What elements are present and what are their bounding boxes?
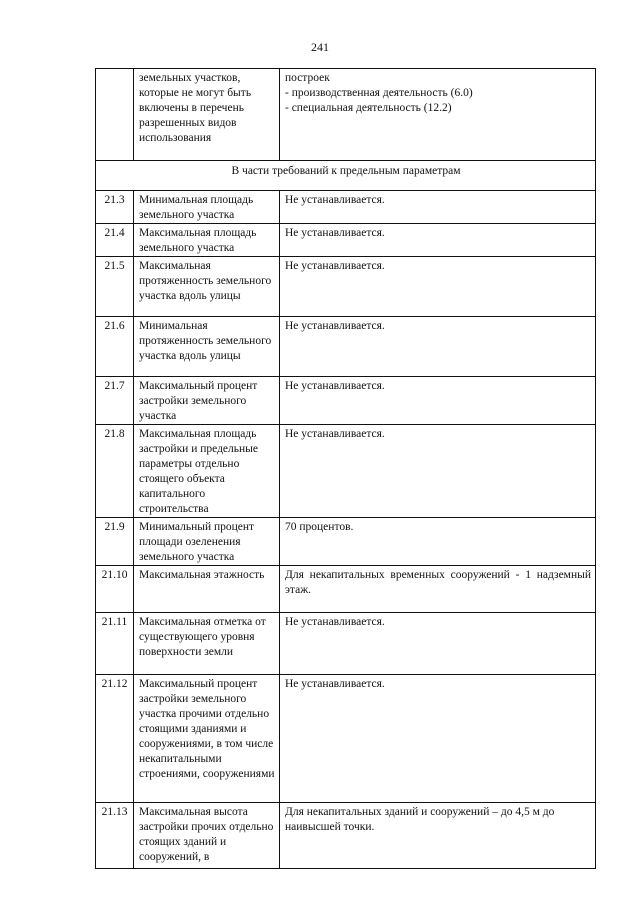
value-cell: Не устанавливается. (280, 675, 596, 803)
table-row-continuation (96, 69, 596, 161)
value-cell: Не устанавливается. (280, 317, 596, 377)
table-row (96, 377, 596, 425)
table-row (96, 257, 596, 317)
value-cell: Не устанавливается. (280, 613, 596, 675)
param-cell: Минимальный процент площади озеленения земельного участка (134, 518, 280, 566)
row-number: 21.10 (96, 566, 134, 613)
value-cell: Не устанавливается. (280, 425, 596, 518)
row-number: 21.7 (96, 377, 134, 425)
param-cell: Максимальная этажность (134, 566, 280, 613)
table-row-section (96, 161, 596, 191)
table-row (96, 317, 596, 377)
table-row (96, 675, 596, 803)
param-cell: Максимальная площадь застройки и предельные параметры отдельно стоящего объекта капитального строительства (134, 425, 280, 518)
param-line: использования (139, 132, 212, 144)
row-number: 21.12 (96, 675, 134, 803)
value-cell: Не устанавливается. (280, 257, 596, 317)
value-cell (280, 69, 596, 161)
param-cell: Максимальный процент застройки земельного участка (134, 377, 280, 425)
param-cell: Максимальная отметка от существующего уровня поверхности земли (134, 613, 280, 675)
table-row (96, 803, 596, 869)
row-number: 21.11 (96, 613, 134, 675)
table-row (96, 613, 596, 675)
value-cell: Не устанавливается. (280, 377, 596, 425)
param-line: разрешенных видов (139, 117, 237, 129)
param-cell (134, 69, 280, 161)
row-number: 21.9 (96, 518, 134, 566)
value-cell: Не устанавливается. (280, 224, 596, 257)
value-cell: Для некапитальных временных сооружений - 1 надземный этаж. (280, 566, 596, 613)
row-number: 21.3 (96, 191, 134, 224)
row-number-cell (96, 69, 134, 161)
value-cell: Для некапитальных зданий и сооружений – до 4,5 м до наивысшей точки. (280, 803, 596, 869)
table-row (96, 566, 596, 613)
row-number: 21.4 (96, 224, 134, 257)
table-row (96, 518, 596, 566)
param-cell: Максимальная площадь земельного участка (134, 224, 280, 257)
param-cell: Максимальная высота застройки прочих отдельно стоящих зданий и сооружений, в (134, 803, 280, 869)
param-cell: Максимальная протяженность земельного участка вдоль улицы (134, 257, 280, 317)
row-number: 21.8 (96, 425, 134, 518)
table-row (96, 425, 596, 518)
param-line: которые не могут быть (139, 87, 252, 99)
page-number: 241 (311, 40, 329, 54)
section-title: В части требований к предельным параметрам (96, 161, 596, 191)
param-line: включены в перечень (139, 102, 244, 114)
param-cell: Максимальный процент застройки земельного участка прочими отдельно стоящими зданиями и сооружениями, в том числе некапитальными строениями, сооружениями (134, 675, 280, 803)
row-number: 21.13 (96, 803, 134, 869)
row-number: 21.5 (96, 257, 134, 317)
param-cell: Минимальная площадь земельного участка (134, 191, 280, 224)
value-cell: Не устанавливается. (280, 191, 596, 224)
table-row (96, 224, 596, 257)
value-line: - производственная деятельность (6.0) (285, 87, 473, 99)
value-line: - специальная деятельность (12.2) (285, 102, 452, 114)
table-row (96, 191, 596, 224)
value-cell: 70 процентов. (280, 518, 596, 566)
param-line: земельных участков, (139, 72, 241, 84)
requirements-table (95, 68, 596, 869)
param-cell: Минимальная протяженность земельного участка вдоль улицы (134, 317, 280, 377)
value-line: построек (285, 72, 330, 84)
row-number: 21.6 (96, 317, 134, 377)
